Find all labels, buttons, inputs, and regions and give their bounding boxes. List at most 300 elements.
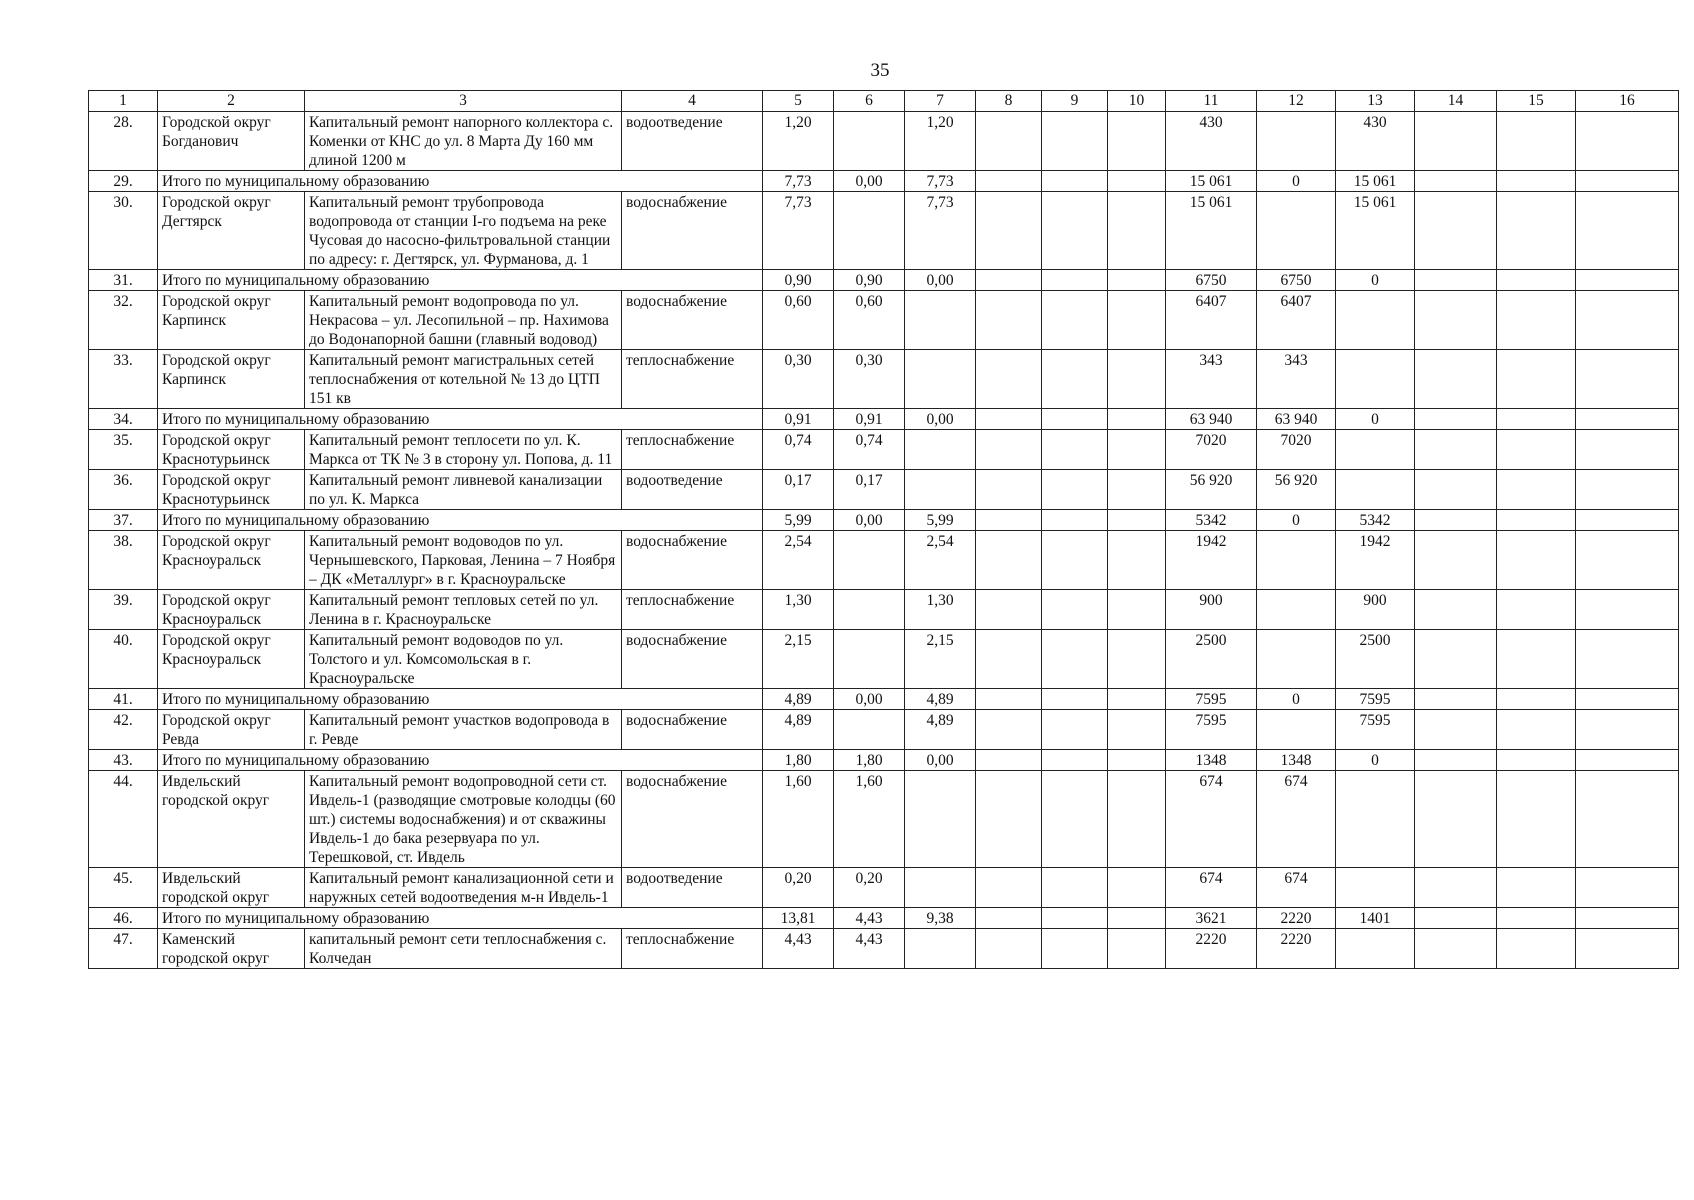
value-cell-16 bbox=[1576, 689, 1679, 710]
value-cell-6 bbox=[834, 531, 905, 590]
value-cell-9 bbox=[1042, 291, 1108, 350]
value-cell-9 bbox=[1042, 470, 1108, 510]
value-cell-15 bbox=[1497, 771, 1576, 868]
value-cell-12: 0 bbox=[1257, 171, 1336, 192]
value-cell-5: 4,43 bbox=[763, 929, 834, 969]
value-cell-11: 7020 bbox=[1166, 430, 1257, 470]
total-label: Итого по муниципальному образованию bbox=[158, 510, 763, 531]
value-cell-9 bbox=[1042, 630, 1108, 689]
value-cell-7: 5,99 bbox=[905, 510, 976, 531]
description-cell: Капитальный ремонт ливневой канализации по ул. К. Маркса bbox=[305, 470, 622, 510]
value-cell-14 bbox=[1415, 350, 1497, 409]
description-cell: Капитальный ремонт участков водопровода в г. Ревде bbox=[305, 710, 622, 750]
value-cell-15 bbox=[1497, 710, 1576, 750]
description-cell: Капитальный ремонт напорного коллектора с. Коменки от КНС до ул. 8 Марта Ду 160 мм длиной 1200 м bbox=[305, 112, 622, 171]
value-cell-14 bbox=[1415, 270, 1497, 291]
column-header-1: 1 bbox=[89, 91, 158, 112]
value-cell-5: 0,90 bbox=[763, 270, 834, 291]
municipality-cell: Городской округ Красноуральск bbox=[158, 630, 305, 689]
value-cell-8 bbox=[976, 929, 1042, 969]
value-cell-11: 15 061 bbox=[1166, 192, 1257, 270]
value-cell-10 bbox=[1108, 470, 1166, 510]
value-cell-7: 7,73 bbox=[905, 171, 976, 192]
value-cell-9 bbox=[1042, 350, 1108, 409]
value-cell-12: 674 bbox=[1257, 868, 1336, 908]
value-cell-16 bbox=[1576, 350, 1679, 409]
value-cell-15 bbox=[1497, 510, 1576, 531]
value-cell-9 bbox=[1042, 908, 1108, 929]
value-cell-11: 2220 bbox=[1166, 929, 1257, 969]
value-cell-15 bbox=[1497, 689, 1576, 710]
value-cell-7: 0,00 bbox=[905, 270, 976, 291]
value-cell-14 bbox=[1415, 470, 1497, 510]
value-cell-6: 0,17 bbox=[834, 470, 905, 510]
column-header-8: 8 bbox=[976, 91, 1042, 112]
column-header-6: 6 bbox=[834, 91, 905, 112]
description-cell: Капитальный ремонт тепловых сетей по ул. Ленина в г. Красноуральске bbox=[305, 590, 622, 630]
value-cell-13: 1401 bbox=[1336, 908, 1415, 929]
value-cell-15 bbox=[1497, 750, 1576, 771]
value-cell-7: 0,00 bbox=[905, 409, 976, 430]
value-cell-5: 4,89 bbox=[763, 689, 834, 710]
row-number: 37. bbox=[89, 510, 158, 531]
column-header-11: 11 bbox=[1166, 91, 1257, 112]
value-cell-14 bbox=[1415, 409, 1497, 430]
service-type-cell: водоснабжение bbox=[622, 192, 763, 270]
value-cell-16 bbox=[1576, 630, 1679, 689]
value-cell-14 bbox=[1415, 430, 1497, 470]
value-cell-10 bbox=[1108, 771, 1166, 868]
value-cell-15 bbox=[1497, 929, 1576, 969]
value-cell-7: 1,20 bbox=[905, 112, 976, 171]
service-type-cell: теплоснабжение bbox=[622, 929, 763, 969]
value-cell-8 bbox=[976, 868, 1042, 908]
value-cell-14 bbox=[1415, 868, 1497, 908]
row-number: 42. bbox=[89, 710, 158, 750]
value-cell-11: 900 bbox=[1166, 590, 1257, 630]
value-cell-9 bbox=[1042, 270, 1108, 291]
value-cell-12 bbox=[1257, 531, 1336, 590]
value-cell-9 bbox=[1042, 590, 1108, 630]
value-cell-8 bbox=[976, 771, 1042, 868]
column-header-5: 5 bbox=[763, 91, 834, 112]
value-cell-13: 0 bbox=[1336, 409, 1415, 430]
row-number: 43. bbox=[89, 750, 158, 771]
value-cell-9 bbox=[1042, 750, 1108, 771]
value-cell-13: 430 bbox=[1336, 112, 1415, 171]
row-number: 29. bbox=[89, 171, 158, 192]
value-cell-16 bbox=[1576, 171, 1679, 192]
row-number: 40. bbox=[89, 630, 158, 689]
table-row bbox=[89, 112, 1679, 171]
column-header-10: 10 bbox=[1108, 91, 1166, 112]
value-cell-14 bbox=[1415, 192, 1497, 270]
value-cell-8 bbox=[976, 350, 1042, 409]
value-cell-15 bbox=[1497, 430, 1576, 470]
municipality-cell: Городской округ Красноуральск bbox=[158, 590, 305, 630]
value-cell-6: 0,74 bbox=[834, 430, 905, 470]
value-cell-5: 5,99 bbox=[763, 510, 834, 531]
value-cell-7: 4,89 bbox=[905, 689, 976, 710]
value-cell-14 bbox=[1415, 171, 1497, 192]
value-cell-14 bbox=[1415, 630, 1497, 689]
value-cell-13: 15 061 bbox=[1336, 171, 1415, 192]
value-cell-7: 4,89 bbox=[905, 710, 976, 750]
value-cell-16 bbox=[1576, 470, 1679, 510]
value-cell-14 bbox=[1415, 531, 1497, 590]
value-cell-16 bbox=[1576, 270, 1679, 291]
value-cell-7: 2,15 bbox=[905, 630, 976, 689]
municipality-cell: Городской округ Карпинск bbox=[158, 350, 305, 409]
value-cell-6: 0,20 bbox=[834, 868, 905, 908]
total-row bbox=[89, 750, 1679, 771]
value-cell-9 bbox=[1042, 771, 1108, 868]
table-body bbox=[89, 112, 1679, 969]
value-cell-16 bbox=[1576, 868, 1679, 908]
value-cell-15 bbox=[1497, 590, 1576, 630]
total-label: Итого по муниципальному образованию bbox=[158, 171, 763, 192]
description-cell: Капитальный ремонт магистральных сетей теплоснабжения от котельной № 13 до ЦТП 151 кв bbox=[305, 350, 622, 409]
value-cell-6: 0,00 bbox=[834, 171, 905, 192]
value-cell-15 bbox=[1497, 192, 1576, 270]
description-cell: Капитальный ремонт водопровода по ул. Некрасова – ул. Лесопильной – пр. Нахимова до Водонапорной башни (главный водовод) bbox=[305, 291, 622, 350]
municipality-cell: Городской округ Краснотурьинск bbox=[158, 430, 305, 470]
row-number: 45. bbox=[89, 868, 158, 908]
value-cell-12: 2220 bbox=[1257, 929, 1336, 969]
description-cell: Капитальный ремонт водоводов по ул. Толстого и ул. Комсомольская в г. Красноуральске bbox=[305, 630, 622, 689]
description-cell: Капитальный ремонт водопроводной сети ст. Ивдель-1 (разводящие смотровые колодцы (60 шт.) системы водоснабжения) и от скважины Ивдель-1 до бака резервуара по ул. Терешковой, ст. Ивдель bbox=[305, 771, 622, 868]
value-cell-9 bbox=[1042, 409, 1108, 430]
service-type-cell: водоснабжение bbox=[622, 710, 763, 750]
value-cell-11: 63 940 bbox=[1166, 409, 1257, 430]
value-cell-10 bbox=[1108, 929, 1166, 969]
row-number: 38. bbox=[89, 531, 158, 590]
value-cell-10 bbox=[1108, 112, 1166, 171]
value-cell-9 bbox=[1042, 868, 1108, 908]
value-cell-11: 674 bbox=[1166, 771, 1257, 868]
value-cell-14 bbox=[1415, 689, 1497, 710]
value-cell-10 bbox=[1108, 171, 1166, 192]
value-cell-5: 13,81 bbox=[763, 908, 834, 929]
value-cell-10 bbox=[1108, 689, 1166, 710]
value-cell-7 bbox=[905, 291, 976, 350]
value-cell-12: 6750 bbox=[1257, 270, 1336, 291]
table-row bbox=[89, 630, 1679, 689]
value-cell-12 bbox=[1257, 590, 1336, 630]
value-cell-5: 1,30 bbox=[763, 590, 834, 630]
value-cell-7 bbox=[905, 470, 976, 510]
value-cell-16 bbox=[1576, 291, 1679, 350]
value-cell-13: 5342 bbox=[1336, 510, 1415, 531]
value-cell-8 bbox=[976, 531, 1042, 590]
value-cell-16 bbox=[1576, 590, 1679, 630]
value-cell-11: 1348 bbox=[1166, 750, 1257, 771]
value-cell-16 bbox=[1576, 192, 1679, 270]
total-label: Итого по муниципальному образованию bbox=[158, 750, 763, 771]
value-cell-10 bbox=[1108, 590, 1166, 630]
value-cell-6: 0,00 bbox=[834, 689, 905, 710]
value-cell-13 bbox=[1336, 771, 1415, 868]
value-cell-15 bbox=[1497, 868, 1576, 908]
value-cell-15 bbox=[1497, 112, 1576, 171]
service-type-cell: водоснабжение bbox=[622, 630, 763, 689]
value-cell-7: 7,73 bbox=[905, 192, 976, 270]
value-cell-12: 0 bbox=[1257, 510, 1336, 531]
value-cell-14 bbox=[1415, 929, 1497, 969]
total-label: Итого по муниципальному образованию bbox=[158, 908, 763, 929]
value-cell-12 bbox=[1257, 630, 1336, 689]
value-cell-5: 0,20 bbox=[763, 868, 834, 908]
value-cell-6: 0,30 bbox=[834, 350, 905, 409]
value-cell-14 bbox=[1415, 112, 1497, 171]
column-header-13: 13 bbox=[1336, 91, 1415, 112]
value-cell-8 bbox=[976, 710, 1042, 750]
value-cell-8 bbox=[976, 908, 1042, 929]
description-cell: Капитальный ремонт теплосети по ул. К. Маркса от ТК № 3 в сторону ул. Попова, д. 11 bbox=[305, 430, 622, 470]
row-number: 30. bbox=[89, 192, 158, 270]
service-type-cell: теплоснабжение bbox=[622, 350, 763, 409]
value-cell-5: 7,73 bbox=[763, 192, 834, 270]
value-cell-11: 3621 bbox=[1166, 908, 1257, 929]
value-cell-15 bbox=[1497, 171, 1576, 192]
value-cell-15 bbox=[1497, 291, 1576, 350]
value-cell-11: 15 061 bbox=[1166, 171, 1257, 192]
value-cell-6 bbox=[834, 192, 905, 270]
value-cell-6: 1,60 bbox=[834, 771, 905, 868]
value-cell-5: 1,20 bbox=[763, 112, 834, 171]
value-cell-6: 0,60 bbox=[834, 291, 905, 350]
header-row bbox=[89, 91, 1679, 112]
value-cell-9 bbox=[1042, 929, 1108, 969]
municipality-cell: Каменский городской округ bbox=[158, 929, 305, 969]
value-cell-8 bbox=[976, 171, 1042, 192]
value-cell-11: 6407 bbox=[1166, 291, 1257, 350]
value-cell-16 bbox=[1576, 531, 1679, 590]
value-cell-15 bbox=[1497, 908, 1576, 929]
total-row bbox=[89, 409, 1679, 430]
value-cell-14 bbox=[1415, 510, 1497, 531]
service-type-cell: водоотведение bbox=[622, 470, 763, 510]
value-cell-16 bbox=[1576, 908, 1679, 929]
value-cell-8 bbox=[976, 270, 1042, 291]
value-cell-7: 1,30 bbox=[905, 590, 976, 630]
column-header-9: 9 bbox=[1042, 91, 1108, 112]
row-number: 39. bbox=[89, 590, 158, 630]
description-cell: Капитальный ремонт водоводов по ул. Чернышевского, Парковая, Ленина – 7 Ноября – ДК «Металлург» в г. Красноуральске bbox=[305, 531, 622, 590]
value-cell-13: 900 bbox=[1336, 590, 1415, 630]
value-cell-9 bbox=[1042, 531, 1108, 590]
table-row bbox=[89, 192, 1679, 270]
column-header-3: 3 bbox=[305, 91, 622, 112]
total-label: Итого по муниципальному образованию bbox=[158, 689, 763, 710]
description-cell: Капитальный ремонт трубопровода водопровода от станции I-го подъема на реке Чусовая до насосно-фильтровальной станции по адресу: г. Дегтярск, ул. Фурманова, д. 1 bbox=[305, 192, 622, 270]
value-cell-13: 7595 bbox=[1336, 710, 1415, 750]
value-cell-8 bbox=[976, 470, 1042, 510]
value-cell-14 bbox=[1415, 771, 1497, 868]
value-cell-10 bbox=[1108, 750, 1166, 771]
value-cell-12: 343 bbox=[1257, 350, 1336, 409]
total-row bbox=[89, 908, 1679, 929]
value-cell-8 bbox=[976, 192, 1042, 270]
value-cell-7 bbox=[905, 430, 976, 470]
value-cell-9 bbox=[1042, 689, 1108, 710]
value-cell-11: 674 bbox=[1166, 868, 1257, 908]
total-label: Итого по муниципальному образованию bbox=[158, 409, 763, 430]
value-cell-9 bbox=[1042, 171, 1108, 192]
row-number: 31. bbox=[89, 270, 158, 291]
value-cell-16 bbox=[1576, 112, 1679, 171]
value-cell-10 bbox=[1108, 531, 1166, 590]
value-cell-11: 56 920 bbox=[1166, 470, 1257, 510]
value-cell-10 bbox=[1108, 908, 1166, 929]
value-cell-12: 674 bbox=[1257, 771, 1336, 868]
value-cell-8 bbox=[976, 510, 1042, 531]
service-type-cell: теплоснабжение bbox=[622, 430, 763, 470]
value-cell-5: 0,74 bbox=[763, 430, 834, 470]
value-cell-10 bbox=[1108, 630, 1166, 689]
value-cell-8 bbox=[976, 430, 1042, 470]
row-number: 35. bbox=[89, 430, 158, 470]
column-header-15: 15 bbox=[1497, 91, 1576, 112]
value-cell-11: 6750 bbox=[1166, 270, 1257, 291]
table-row bbox=[89, 868, 1679, 908]
municipality-cell: Городской округ Красноуральск bbox=[158, 531, 305, 590]
value-cell-7 bbox=[905, 868, 976, 908]
value-cell-10 bbox=[1108, 192, 1166, 270]
value-cell-14 bbox=[1415, 750, 1497, 771]
value-cell-11: 343 bbox=[1166, 350, 1257, 409]
value-cell-14 bbox=[1415, 291, 1497, 350]
table-row bbox=[89, 531, 1679, 590]
value-cell-5: 7,73 bbox=[763, 171, 834, 192]
value-cell-5: 2,54 bbox=[763, 531, 834, 590]
description-cell: Капитальный ремонт канализационной сети и наружных сетей водоотведения м-н Ивдель-1 bbox=[305, 868, 622, 908]
column-header-16: 16 bbox=[1576, 91, 1679, 112]
value-cell-12: 1348 bbox=[1257, 750, 1336, 771]
value-cell-8 bbox=[976, 689, 1042, 710]
value-cell-13: 2500 bbox=[1336, 630, 1415, 689]
value-cell-15 bbox=[1497, 270, 1576, 291]
column-header-2: 2 bbox=[158, 91, 305, 112]
row-number: 32. bbox=[89, 291, 158, 350]
service-type-cell: водоснабжение bbox=[622, 531, 763, 590]
value-cell-11: 2500 bbox=[1166, 630, 1257, 689]
total-row bbox=[89, 171, 1679, 192]
service-type-cell: теплоснабжение bbox=[622, 590, 763, 630]
value-cell-11: 1942 bbox=[1166, 531, 1257, 590]
column-header-7: 7 bbox=[905, 91, 976, 112]
value-cell-9 bbox=[1042, 430, 1108, 470]
column-header-14: 14 bbox=[1415, 91, 1497, 112]
column-header-4: 4 bbox=[622, 91, 763, 112]
value-cell-9 bbox=[1042, 192, 1108, 270]
value-cell-10 bbox=[1108, 270, 1166, 291]
table-row bbox=[89, 350, 1679, 409]
value-cell-6: 4,43 bbox=[834, 908, 905, 929]
value-cell-7 bbox=[905, 771, 976, 868]
row-number: 47. bbox=[89, 929, 158, 969]
value-cell-7: 2,54 bbox=[905, 531, 976, 590]
table-row bbox=[89, 470, 1679, 510]
value-cell-7: 9,38 bbox=[905, 908, 976, 929]
municipality-cell: Городской округ Богданович bbox=[158, 112, 305, 171]
value-cell-8 bbox=[976, 409, 1042, 430]
value-cell-11: 5342 bbox=[1166, 510, 1257, 531]
value-cell-11: 7595 bbox=[1166, 710, 1257, 750]
value-cell-12: 56 920 bbox=[1257, 470, 1336, 510]
value-cell-13 bbox=[1336, 291, 1415, 350]
value-cell-12 bbox=[1257, 192, 1336, 270]
row-number: 36. bbox=[89, 470, 158, 510]
value-cell-15 bbox=[1497, 350, 1576, 409]
value-cell-6 bbox=[834, 630, 905, 689]
value-cell-5: 0,30 bbox=[763, 350, 834, 409]
row-number: 44. bbox=[89, 771, 158, 868]
value-cell-13 bbox=[1336, 350, 1415, 409]
service-type-cell: водоснабжение bbox=[622, 771, 763, 868]
value-cell-6 bbox=[834, 112, 905, 171]
municipality-cell: Городской округ Краснотурьинск bbox=[158, 470, 305, 510]
value-cell-15 bbox=[1497, 470, 1576, 510]
column-header-12: 12 bbox=[1257, 91, 1336, 112]
value-cell-16 bbox=[1576, 430, 1679, 470]
value-cell-5: 1,80 bbox=[763, 750, 834, 771]
row-number: 28. bbox=[89, 112, 158, 171]
municipality-cell: Ивдельский городской округ bbox=[158, 771, 305, 868]
service-type-cell: водоснабжение bbox=[622, 291, 763, 350]
table-row bbox=[89, 929, 1679, 969]
table-row bbox=[89, 771, 1679, 868]
row-number: 46. bbox=[89, 908, 158, 929]
value-cell-13: 15 061 bbox=[1336, 192, 1415, 270]
total-row bbox=[89, 510, 1679, 531]
value-cell-8 bbox=[976, 750, 1042, 771]
value-cell-10 bbox=[1108, 409, 1166, 430]
row-number: 41. bbox=[89, 689, 158, 710]
value-cell-16 bbox=[1576, 710, 1679, 750]
service-type-cell: водоотведение bbox=[622, 868, 763, 908]
value-cell-8 bbox=[976, 630, 1042, 689]
program-table bbox=[88, 90, 1679, 969]
value-cell-5: 1,60 bbox=[763, 771, 834, 868]
value-cell-15 bbox=[1497, 630, 1576, 689]
value-cell-11: 7595 bbox=[1166, 689, 1257, 710]
value-cell-7 bbox=[905, 350, 976, 409]
value-cell-6: 0,91 bbox=[834, 409, 905, 430]
value-cell-8 bbox=[976, 291, 1042, 350]
value-cell-16 bbox=[1576, 929, 1679, 969]
table-row bbox=[89, 710, 1679, 750]
page-number: 35 bbox=[870, 60, 890, 81]
value-cell-5: 0,91 bbox=[763, 409, 834, 430]
value-cell-8 bbox=[976, 590, 1042, 630]
municipality-cell: Городской округ Ревда bbox=[158, 710, 305, 750]
value-cell-7 bbox=[905, 929, 976, 969]
value-cell-12: 6407 bbox=[1257, 291, 1336, 350]
value-cell-6: 4,43 bbox=[834, 929, 905, 969]
value-cell-10 bbox=[1108, 710, 1166, 750]
total-row bbox=[89, 270, 1679, 291]
value-cell-6: 0,00 bbox=[834, 510, 905, 531]
value-cell-10 bbox=[1108, 350, 1166, 409]
value-cell-5: 0,17 bbox=[763, 470, 834, 510]
value-cell-16 bbox=[1576, 771, 1679, 868]
table-row bbox=[89, 291, 1679, 350]
municipality-cell: Ивдельский городской округ bbox=[158, 868, 305, 908]
total-label: Итого по муниципальному образованию bbox=[158, 270, 763, 291]
value-cell-9 bbox=[1042, 112, 1108, 171]
value-cell-12: 2220 bbox=[1257, 908, 1336, 929]
